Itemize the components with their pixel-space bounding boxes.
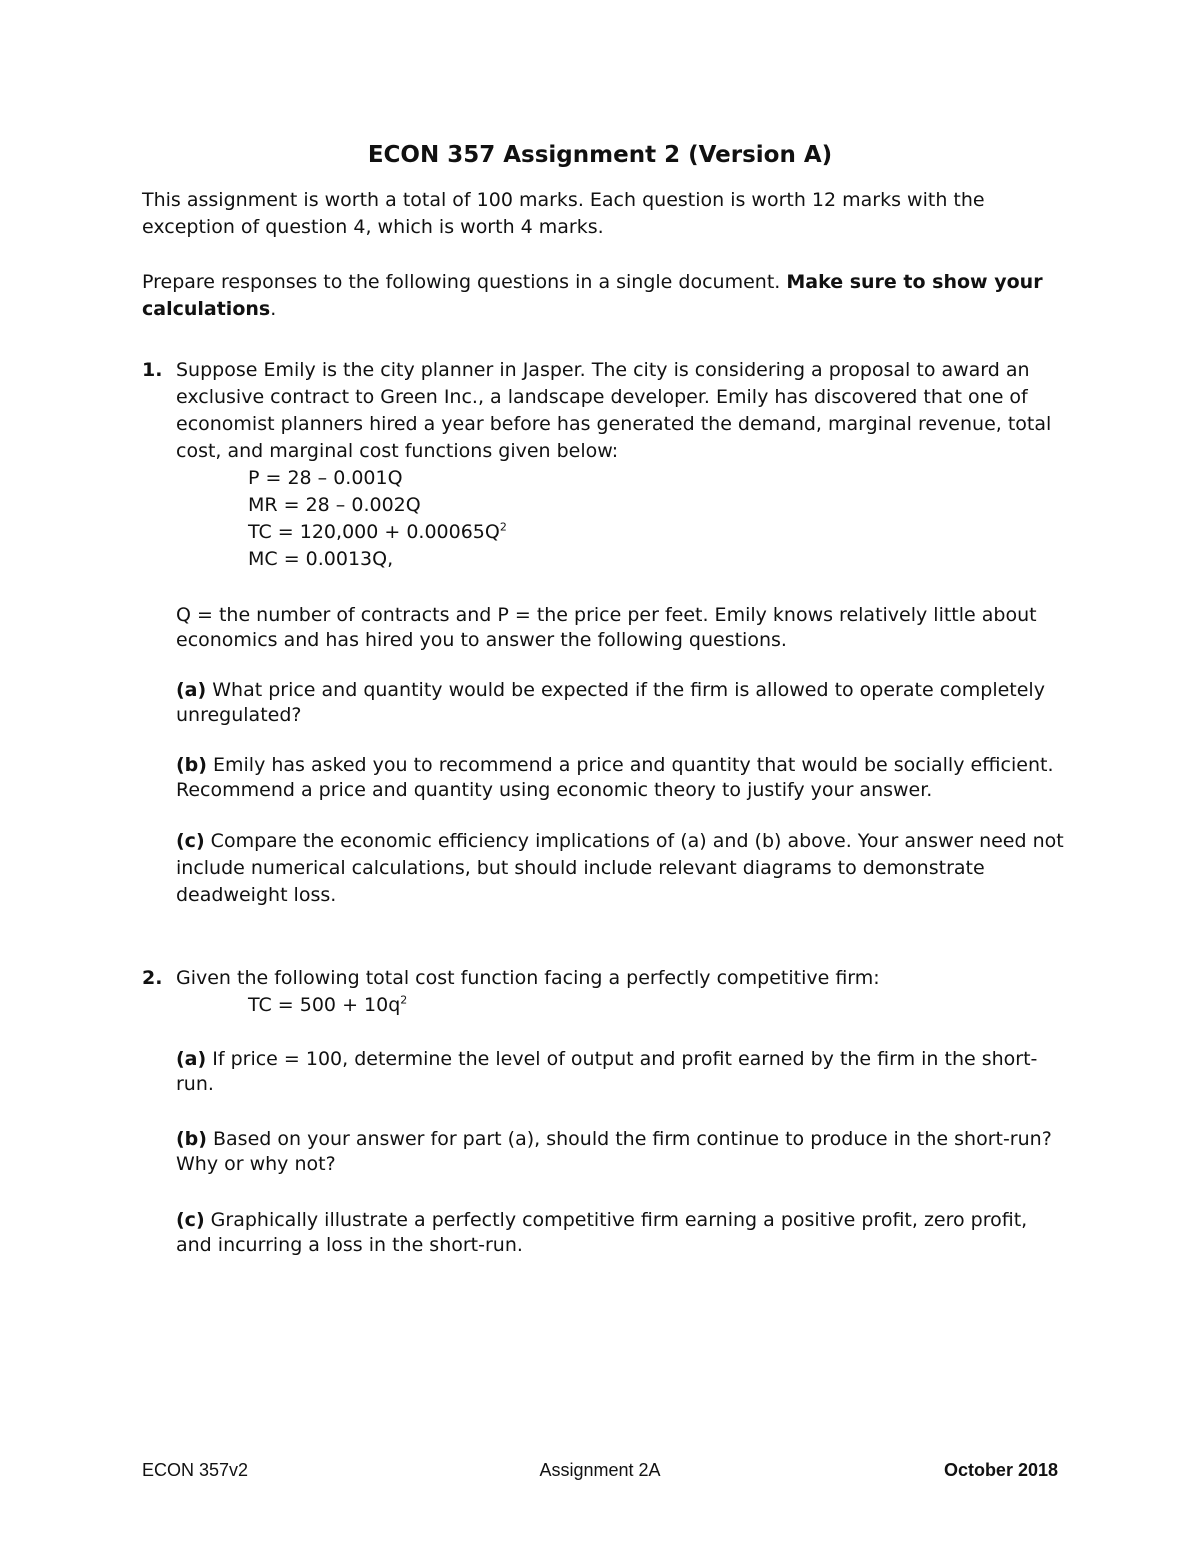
document-title: ECON 357 Assignment 2 (Version A) [367,142,833,168]
q1-followup-text: Q = the number of contracts and P = the price per feet. Emily knows relatively little about economics and has hired you to answer the following questions. [176,604,1037,651]
question-2-text: Given the following total cost function facing a perfectly competitive firm: [176,967,880,989]
q1-equation-demand: P = 28 – 0.001Q [248,467,403,489]
footer-assignment: Assignment 2A [539,1460,661,1480]
q1-equation-mr: MR = 28 – 0.002Q [248,494,421,516]
q2-eq-tc-text: TC = 500 + 10q [248,994,401,1016]
q1-equation-tc [248,519,1062,546]
q1-eq-tc-exponent: 2 [499,520,507,534]
question-1 [142,357,1062,573]
q1-part-c [176,828,1066,909]
q2-part-c-text: Graphically illustrate a perfectly competitive firm earning a positive profit, zero profit, and incurring a loss in the short-run. [176,1209,1028,1256]
q1-part-b-label: (b) [176,754,207,776]
q2-part-a-label: (a) [176,1048,207,1070]
q1-eq-tc-text: TC = 120,000 + 0.00065Q [248,521,500,543]
q2-part-b-text: Based on your answer for part (a), should the firm continue to produce in the short-run? Why or why not? [176,1128,1052,1175]
footer-date: October 2018 [943,1460,1058,1480]
instructions-bold: Make sure to show your calculations [142,271,1043,320]
instructions-text: Prepare responses to the following questions in a single document. [142,271,787,293]
q2-part-c-label: (c) [176,1209,205,1231]
q2-equation-tc [248,992,1062,1019]
instructions-paragraph [142,269,1062,323]
q2-part-c [176,1208,1066,1258]
question-2-number: 2. [142,967,163,989]
question-1-number: 1. [142,359,163,381]
instructions-end: . [270,298,277,320]
q1-part-c-label: (c) [176,830,205,852]
q2-part-a-text: If price = 100, determine the level of output and profit earned by the firm in the short-run. [176,1048,1038,1095]
footer-course: ECON 357v2 [142,1460,249,1480]
q1-part-c-text: Compare the economic efficiency implications of (a) and (b) above. Your answer need not include numerical calculations, but should include relevant diagrams to demonstrate deadweight loss. [176,830,1064,906]
q2-eq-tc-exponent: 2 [400,993,408,1007]
q1-part-b [176,753,1066,803]
q1-part-b-text: Emily has asked you to recommend a price and quantity that would be socially efficient. Recommend a price and quantity using economic theory to justify your answer. [176,754,1054,801]
q2-part-a [176,1047,1066,1097]
q2-part-b [176,1127,1066,1177]
q1-equation-mc: MC = 0.0013Q, [248,548,394,570]
question-2 [142,965,1062,1019]
q1-part-a-text: What price and quantity would be expected if the firm is allowed to operate completely unregulated? [176,679,1045,726]
q1-part-a [176,678,1066,728]
question-1-text: Suppose Emily is the city planner in Jasper. The city is considering a proposal to award an exclusive contract to Green Inc., a landscape developer. Emily has discovered that one of economist planners hired a year before has generated the demand, marginal revenue, total cost, and marginal cost functions given below: [176,359,1052,462]
intro-paragraph: This assignment is worth a total of 100 marks. Each question is worth 12 marks with the exception of question 4, which is worth 4 marks. [142,189,985,238]
q2-part-b-label: (b) [176,1128,207,1150]
q1-part-a-label: (a) [176,679,207,701]
